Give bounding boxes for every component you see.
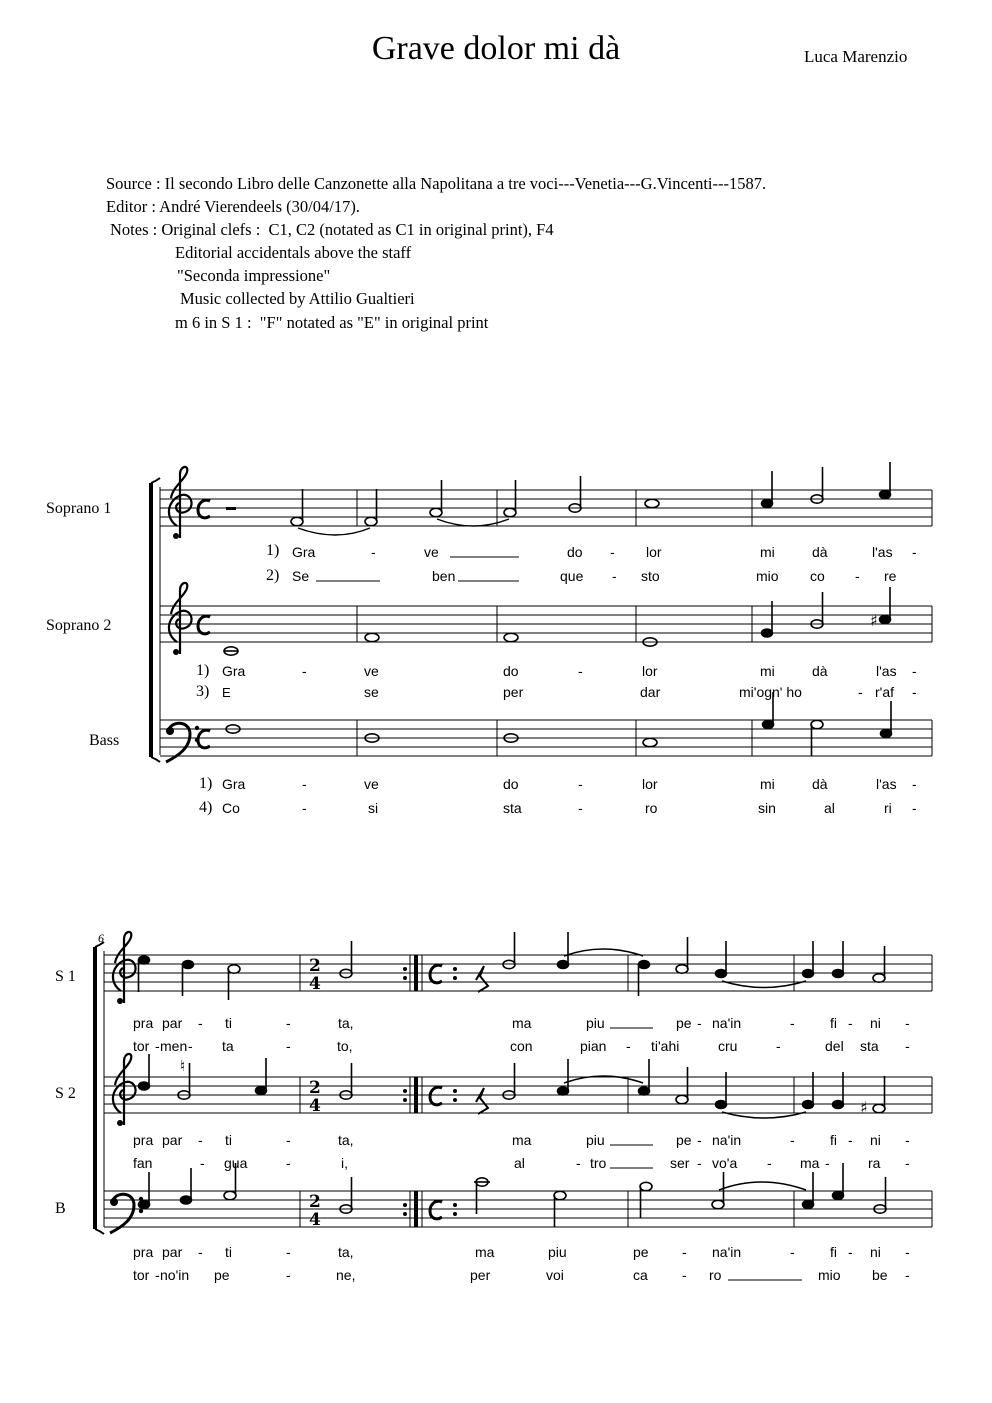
lyric: - bbox=[767, 1155, 772, 1171]
lyric: na'in bbox=[712, 1132, 742, 1148]
lyric: ta, bbox=[338, 1132, 354, 1148]
lyric: - bbox=[682, 1244, 687, 1260]
lyric: to, bbox=[337, 1038, 353, 1054]
lyric: - bbox=[912, 776, 917, 792]
common-time-icon bbox=[198, 500, 210, 518]
lyric: - bbox=[905, 1244, 910, 1260]
lyric: ti'ahi bbox=[651, 1038, 680, 1054]
lyric: ti bbox=[225, 1244, 232, 1260]
lyric: fi bbox=[830, 1015, 837, 1031]
lyric: ma bbox=[800, 1155, 820, 1171]
lyric: pe bbox=[676, 1015, 692, 1031]
lyric: do bbox=[503, 776, 519, 792]
part-label-b: B bbox=[55, 1200, 66, 1217]
lyric: ve bbox=[424, 544, 439, 560]
lyric: tro bbox=[590, 1155, 607, 1171]
measure-number: 6 bbox=[98, 931, 104, 945]
lyric: r'af bbox=[875, 684, 895, 700]
lyric: - bbox=[905, 1267, 910, 1283]
lyric: fi bbox=[830, 1244, 837, 1260]
lyric: ta, bbox=[338, 1244, 354, 1260]
lyric: l'as bbox=[872, 544, 893, 560]
lyric: ro bbox=[645, 800, 658, 816]
lyric: ma bbox=[475, 1244, 495, 1260]
lyric: cru bbox=[718, 1038, 738, 1054]
lyric: pe bbox=[676, 1132, 692, 1148]
lyric: - bbox=[198, 1244, 203, 1260]
lyric: mi bbox=[760, 663, 775, 679]
lyric: piu bbox=[548, 1244, 567, 1260]
lyric: ve bbox=[364, 776, 379, 792]
lyric: lor bbox=[642, 663, 658, 679]
time-sig-bottom: 4 bbox=[309, 1210, 321, 1230]
lyric: fi bbox=[830, 1132, 837, 1148]
lyric: - bbox=[578, 800, 583, 816]
lyric: mi'ogn' ho bbox=[739, 684, 802, 700]
lyric: - bbox=[912, 800, 917, 816]
lyric: - bbox=[697, 1015, 702, 1031]
lyric: piu bbox=[586, 1015, 605, 1031]
lyric: - bbox=[286, 1132, 291, 1148]
lyric: pian bbox=[580, 1038, 607, 1054]
lyric: pra bbox=[133, 1132, 154, 1148]
common-time-icon bbox=[430, 965, 442, 983]
lyric: pra bbox=[133, 1244, 154, 1260]
lyric: - bbox=[905, 1132, 910, 1148]
lyric: par bbox=[162, 1015, 183, 1031]
part-label-bass: Bass bbox=[89, 732, 120, 749]
lyric: ni bbox=[870, 1132, 881, 1148]
accidentals-note: Editorial accidentals above the staff bbox=[175, 243, 412, 262]
lyric: - bbox=[578, 663, 583, 679]
lyric: - bbox=[626, 1038, 631, 1054]
lyric: E bbox=[222, 685, 231, 700]
lyric: ti bbox=[225, 1132, 232, 1148]
lyric: - bbox=[697, 1155, 702, 1171]
lyric: re bbox=[884, 568, 897, 584]
verse-number: 3) bbox=[196, 683, 210, 700]
lyric: - bbox=[286, 1015, 291, 1031]
lyric: con bbox=[510, 1038, 533, 1054]
lyric: mi bbox=[760, 776, 775, 792]
lyric: al bbox=[824, 800, 835, 816]
svg-text:♯: ♯ bbox=[860, 1098, 868, 1117]
lyric: pe bbox=[214, 1267, 230, 1283]
lyric: ma bbox=[512, 1132, 532, 1148]
lyric: mio bbox=[818, 1267, 841, 1283]
treble-clef-icon bbox=[169, 583, 192, 655]
part-label-soprano2: Soprano 2 bbox=[46, 617, 112, 634]
lyric: - bbox=[905, 1015, 910, 1031]
lyric: ra bbox=[868, 1155, 881, 1171]
time-sig-top: 2 bbox=[309, 1078, 321, 1098]
lyric: sin bbox=[758, 800, 776, 816]
lyric: - bbox=[848, 1244, 853, 1260]
lyric: na'in bbox=[712, 1244, 742, 1260]
lyric: si bbox=[368, 800, 379, 816]
time-sig-bottom: 4 bbox=[309, 974, 321, 994]
lyric: no'in bbox=[160, 1267, 190, 1283]
impression-note: "Seconda impressione" bbox=[177, 266, 331, 285]
svg-text:♮: ♮ bbox=[180, 1057, 186, 1075]
common-time-icon bbox=[430, 1201, 442, 1219]
lyric: - bbox=[302, 663, 307, 679]
common-time-icon bbox=[198, 616, 210, 634]
verse-number: 1) bbox=[199, 775, 213, 792]
part-label-s2: S 2 bbox=[55, 1085, 76, 1102]
lyric: - bbox=[286, 1244, 291, 1260]
lyric: Co bbox=[222, 800, 240, 816]
lyric: i, bbox=[341, 1155, 348, 1171]
lyric: - bbox=[286, 1155, 291, 1171]
treble-clef-icon bbox=[113, 1054, 136, 1126]
common-time-icon bbox=[430, 1087, 442, 1105]
lyric: - bbox=[576, 1155, 581, 1171]
lyric: ne, bbox=[336, 1267, 356, 1283]
lyric: - bbox=[697, 1132, 702, 1148]
lyric: - bbox=[858, 684, 863, 700]
lyric: - bbox=[198, 1015, 203, 1031]
correction-note: m 6 in S 1 : "F" notated as "E" in original print bbox=[175, 313, 489, 332]
lyric: - bbox=[155, 1038, 160, 1054]
lyric: pra bbox=[133, 1015, 154, 1031]
verse-number: 4) bbox=[199, 799, 213, 816]
lyric: men bbox=[160, 1038, 188, 1054]
lyric: piu bbox=[586, 1132, 605, 1148]
lyric: co bbox=[810, 568, 825, 584]
lyric: - bbox=[188, 1038, 193, 1054]
lyric: ca bbox=[633, 1267, 648, 1283]
lyric: Se bbox=[292, 568, 310, 584]
lyric: dà bbox=[812, 663, 828, 679]
lyric: l'as bbox=[876, 776, 897, 792]
lyric: tor bbox=[133, 1267, 150, 1283]
lyric: - bbox=[302, 800, 307, 816]
lyric: - bbox=[912, 663, 917, 679]
lyric: ta bbox=[222, 1038, 234, 1054]
lyric: Gra bbox=[222, 776, 246, 792]
lyric: Gra bbox=[222, 663, 246, 679]
lyric: na'in bbox=[712, 1015, 742, 1031]
lyric: be bbox=[872, 1267, 888, 1283]
clefs-note: Notes : Original clefs : C1, C2 (notated as C1 in original print), F4 bbox=[110, 220, 554, 239]
lyric: - bbox=[848, 1015, 853, 1031]
lyric: par bbox=[162, 1244, 183, 1260]
lyric: - bbox=[790, 1015, 795, 1031]
piece-title: Grave dolor mi dà bbox=[371, 30, 621, 67]
time-sig-top: 2 bbox=[309, 1192, 321, 1212]
lyric: del bbox=[825, 1038, 844, 1054]
lyric: pe bbox=[633, 1244, 649, 1260]
verse-number: 1) bbox=[196, 662, 210, 679]
source-note: Source : Il secondo Libro delle Canzonette alla Napolitana a tre voci---Venetia---G.Vincenti---1587. bbox=[106, 174, 767, 193]
time-sig-bottom: 4 bbox=[309, 1096, 321, 1116]
lyric: - bbox=[578, 776, 583, 792]
lyric: sto bbox=[641, 568, 660, 584]
lyric: lor bbox=[646, 544, 662, 560]
lyric: sta bbox=[860, 1038, 879, 1054]
lyric: mi bbox=[760, 544, 775, 560]
collection-note: Music collected by Attilio Gualtieri bbox=[180, 289, 415, 308]
lyric: do bbox=[503, 663, 519, 679]
lyric: - bbox=[302, 776, 307, 792]
lyric: - bbox=[200, 1155, 205, 1171]
lyric: lor bbox=[642, 776, 658, 792]
lyric: vo'a bbox=[712, 1155, 738, 1171]
lyric: al bbox=[514, 1155, 525, 1171]
lyric: ta, bbox=[338, 1015, 354, 1031]
lyric: per bbox=[470, 1267, 491, 1283]
staff-soprano2 bbox=[160, 606, 932, 642]
lyric: fan bbox=[133, 1155, 153, 1171]
lyric: dar bbox=[640, 684, 661, 700]
lyric: - bbox=[790, 1132, 795, 1148]
editor-note: Editor : André Vierendeels (30/04/17). bbox=[106, 197, 360, 216]
lyric: ma bbox=[512, 1015, 532, 1031]
lyric: ben bbox=[432, 568, 456, 584]
treble-clef-icon bbox=[169, 467, 192, 539]
lyric: ti bbox=[225, 1015, 232, 1031]
lyric: ni bbox=[870, 1244, 881, 1260]
lyric: mio bbox=[756, 568, 779, 584]
lyric: Gra bbox=[292, 544, 316, 560]
lyric: que bbox=[560, 568, 584, 584]
time-sig-top: 2 bbox=[309, 956, 321, 976]
lyric: ni bbox=[870, 1015, 881, 1031]
lyric: - bbox=[155, 1267, 160, 1283]
lyric: - bbox=[371, 544, 376, 560]
lyric: - bbox=[286, 1038, 291, 1054]
lyric: per bbox=[503, 684, 524, 700]
lyric: - bbox=[825, 1155, 830, 1171]
lyric: ri bbox=[884, 800, 892, 816]
lyric: - bbox=[912, 684, 917, 700]
part-label-s1: S 1 bbox=[55, 968, 76, 985]
lyric: gua bbox=[224, 1155, 248, 1171]
lyric: do bbox=[567, 544, 583, 560]
lyric: se bbox=[364, 684, 379, 700]
lyric: - bbox=[905, 1038, 910, 1054]
staff-bass bbox=[160, 720, 932, 756]
lyric: voi bbox=[546, 1267, 564, 1283]
composer-name: Luca Marenzio bbox=[804, 47, 908, 66]
lyric: - bbox=[286, 1267, 291, 1283]
lyric: ve bbox=[364, 663, 379, 679]
lyric: - bbox=[790, 1244, 795, 1260]
part-label-soprano1: Soprano 1 bbox=[46, 500, 112, 517]
lyric: - bbox=[855, 568, 860, 584]
lyric: ro bbox=[709, 1267, 722, 1283]
lyric: tor bbox=[133, 1038, 150, 1054]
treble-clef-icon bbox=[113, 932, 136, 1004]
lyric: dà bbox=[812, 544, 828, 560]
lyric: - bbox=[776, 1038, 781, 1054]
lyric: - bbox=[905, 1155, 910, 1171]
common-time-icon bbox=[198, 730, 210, 748]
svg-text:♯: ♯ bbox=[870, 611, 878, 630]
lyric: - bbox=[848, 1132, 853, 1148]
lyric: sta bbox=[503, 800, 522, 816]
lyric: - bbox=[610, 544, 615, 560]
lyric: dà bbox=[812, 776, 828, 792]
lyric: - bbox=[912, 544, 917, 560]
lyric: ser bbox=[670, 1155, 690, 1171]
verse-number: 2) bbox=[266, 567, 280, 584]
lyric: - bbox=[682, 1267, 687, 1283]
verse-number: 1) bbox=[266, 542, 280, 559]
lyric: l'as bbox=[876, 663, 897, 679]
lyric: par bbox=[162, 1132, 183, 1148]
lyric: - bbox=[198, 1132, 203, 1148]
lyric: - bbox=[612, 568, 617, 584]
